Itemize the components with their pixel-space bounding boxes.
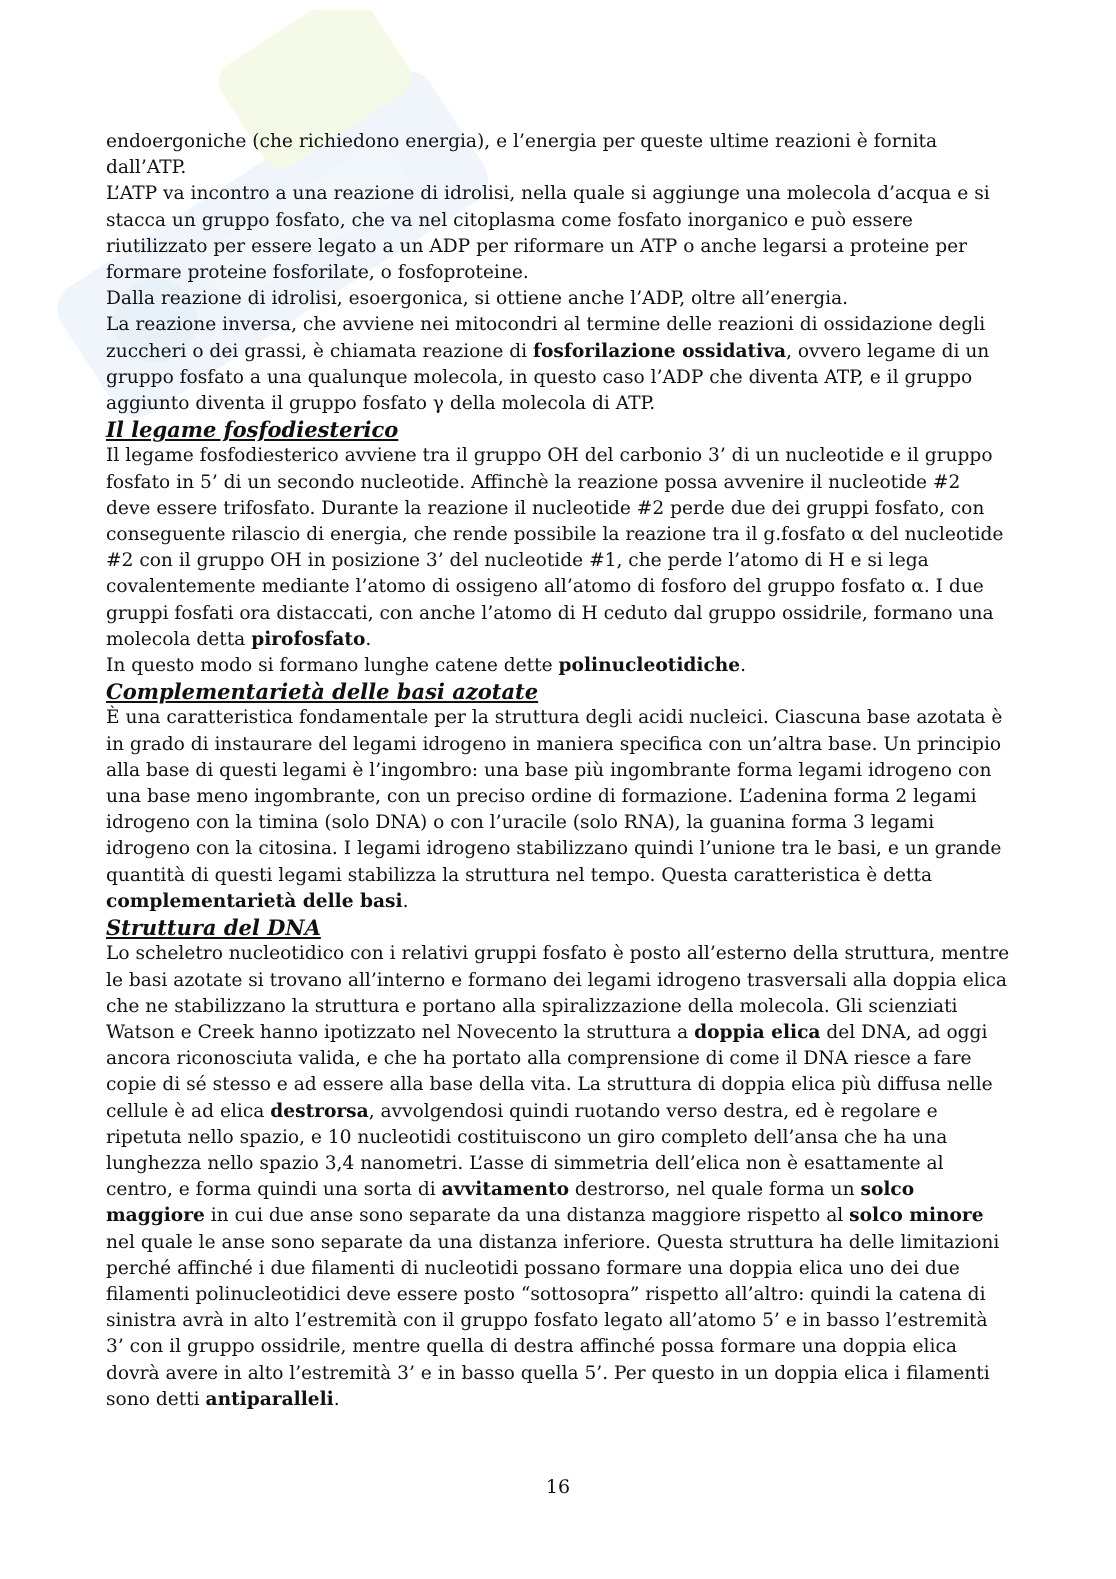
text-span: , ovvero legame di un gruppo fosfato a una qualunque molecola, in questo caso l’ADP che diventa ATP, e il gruppo aggiunto diventa il gruppo fosfato γ della molecola di ATP. (106, 340, 990, 415)
text-span: . (740, 655, 747, 677)
paragraph-polinucleotidiche (106, 653, 1010, 679)
text-span: In questo modo si formano lunghe catene dette (106, 655, 559, 677)
paragraph-struttura-dna (106, 941, 1010, 1413)
paragraph-atp-idrolisi: L’ATP va incontro a una reazione di idrolisi, nella quale si aggiunge una molecola d’acqua e si stacca un gruppo fosfato, che va nel citoplasma come fosfato inorganico e può essere riutilizzato per essere legato a un ADP per riformare un ATP o anche legarsi a proteine per formare proteine fosforilate, o fosfoproteine. (106, 183, 990, 284)
bold-term: avvitamento (441, 1179, 570, 1201)
heading-struttura-dna: Struttura del DNA (106, 915, 321, 941)
page-number: 16 (545, 1476, 571, 1498)
paragraph-adp: Dalla reazione di idrolisi, esoergonica, si ottiene anche l’ADP, oltre all’energia. (106, 288, 849, 310)
bold-term: antiparalleli (205, 1388, 334, 1410)
text-span: del DNA, ad oggi ancora riconosciuta valida, e che ha portato alla comprensione di come il DNA riesce a fare copie di sé stesso e ad essere alla base della vita. La struttura di doppia elica più diffusa nelle cellule è ad elica (106, 1021, 993, 1122)
bold-term: solco minore (849, 1205, 984, 1227)
heading-legame-fosfodiesterico: Il legame fosfodiesterico (106, 417, 399, 443)
paragraph-fosfodiesterico (106, 443, 1010, 653)
bold-term: doppia elica (694, 1021, 821, 1043)
bold-term: fosforilazione ossidativa (533, 340, 787, 362)
text-span: . (402, 890, 409, 912)
text-span: . (333, 1388, 340, 1410)
bold-term: destrorsa (270, 1100, 369, 1122)
bold-term: polinucleotidiche (558, 655, 741, 677)
heading-complementarieta: Complementarietà delle basi azotate (106, 679, 539, 705)
text-span: nel quale le anse sono separate da una distanza inferiore. Questa struttura ha delle limitazioni perché affinché i due filamenti di nucleotidi possano formare una doppia elica uno dei due filamenti polinucleotidici deve essere posto “sottosopra” rispetto all’altro: quindi la catena di sinistra avrà in alto l’estremità con il gruppo fosfato legato all’atomo 5’ e in basso l’estremità 3’ con il gruppo ossidrile, mentre quella di destra affinché possa formare una doppia elica dovrà avere in alto l’estremità 3’ e in basso quella 5’. Per questo in un doppia elica i filamenti sono detti (106, 1231, 1000, 1410)
bold-term: pirofosfato (251, 628, 366, 650)
document-body (106, 129, 1010, 1413)
text-span: . (365, 628, 372, 650)
text-span: in cui due anse sono separate da una distanza maggiore rispetto al (204, 1205, 850, 1227)
paragraph-atp-intro: endoergoniche (che richiedono energia), e l’energia per queste ultime reazioni è fornita dall’ATP. (106, 131, 938, 179)
bold-term: solco maggiore (106, 1179, 915, 1227)
paragraph-complementarieta (106, 705, 1010, 915)
text-span: , avvolgendosi quindi ruotando verso destra, ed è regolare e ripetuta nello spazio, e 10 nucleotidi costituiscono un giro completo dell’ansa che ha una lunghezza nello spazio 3,4 nanometri. L’asse di simmetria dell’elica non è esattamente al centro, e forma quindi una sorta di (106, 1100, 948, 1201)
text-span: La reazione inversa, che avviene nei mitocondri al termine delle reazioni di ossidazione degli zuccheri o dei grassi, è chiamata reazione di (106, 314, 986, 362)
text-span: È una caratteristica fondamentale per la struttura degli acidi nucleici. Ciascuna base azotata è in grado di instaurare del legami idrogeno in maniera specifica con un’altra base. Un principio alla base di questi legami è l’ingombro: una base più ingombrante forma legami idrogeno con una base meno ingombrante, con un preciso ordine di formazione. L’adenina forma 2 legami idrogeno con la timina (solo DNA) o con l’uracile (solo RNA), la guanina forma 3 legami idrogeno con la citosina. I legami idrogeno stabilizzano quindi l’unione tra le basi, e un grande quantità di questi legami stabilizza la struttura nel tempo. Questa caratteristica è detta (106, 707, 1003, 886)
text-span: Lo scheletro nucleotidico con i relativi gruppi fosfato è posto all’esterno della struttura, mentre le basi azotate si trovano all’interno e formano dei legami idrogeno trasversali alla doppia elica che ne stabilizzano la struttura e portano alla spiralizzazione della molecola. Gli scienziati Watson e Creek hanno ipotizzato nel Novecento la struttura a (106, 943, 1010, 1043)
paragraph-fosforilazione (106, 312, 1010, 417)
text-span: destrorso, nel quale forma un (569, 1179, 861, 1201)
text-span: Il legame fosfodiesterico avviene tra il gruppo OH del carbonio 3’ di un nucleotide e il gruppo fosfato in 5’ di un secondo nucleotide. Affinchè la reazione possa avvenire il nucleotide #2 deve essere trifosfato. Durante la reazione il nucleotide #2 perde due dei gruppi fosfato, con conseguente rilascio di energia, che rende possibile la reazione tra il g.fosfato α del nucleotide #2 con il gruppo OH in posizione 3’ del nucleotide #1, che perde l’atomo di H e si lega covalentemente mediante l’atomo di ossigeno all’atomo di fosforo del gruppo fosfato α. I due gruppi fosfati ora distaccati, con anche l’atomo di H ceduto dal gruppo ossidrile, formano una molecola detta (106, 445, 1004, 650)
bold-term: complementarietà delle basi (106, 890, 403, 912)
